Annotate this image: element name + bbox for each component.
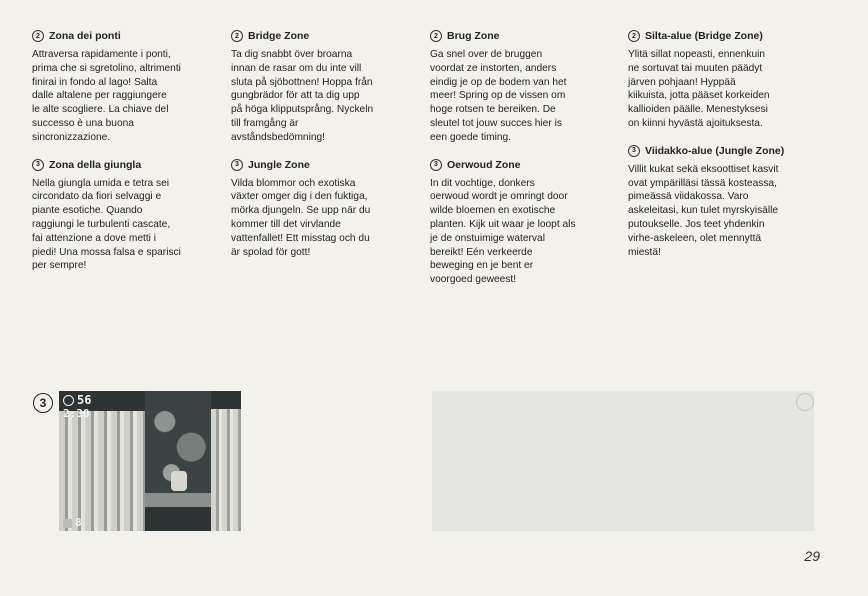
game-screenshot <box>59 391 241 531</box>
column-dutch <box>430 30 610 301</box>
section-body: Ga snel over de bruggen voordat ze instorten, anders eindig je op de bodem van het meer! Spring op de vissen om hoge rotsen te bereiken. De sleutel tot jouw succes hier is een goede timing. <box>430 49 567 143</box>
column-swedish <box>231 30 411 273</box>
lives-icon <box>63 519 72 528</box>
section-title: Zona dei ponti <box>49 30 121 42</box>
ring-icon <box>63 395 74 406</box>
section-heading <box>32 30 212 42</box>
waterfall-right <box>211 409 241 531</box>
column-italian <box>32 30 212 287</box>
show-through-image <box>432 391 814 531</box>
column-finnish <box>628 30 808 273</box>
section-heading <box>628 145 808 157</box>
section-title: Jungle Zone <box>248 158 310 171</box>
section-heading <box>32 159 212 171</box>
waterfall-left <box>59 411 145 531</box>
hud-time: 2:30 <box>63 407 90 420</box>
section-number: 3 <box>32 159 44 171</box>
section-title: Viidakko-alue (Jungle Zone) <box>645 144 785 157</box>
screenshot-marker: 3 <box>33 393 53 413</box>
section-number: 2 <box>430 30 442 42</box>
section-body: Nella giungla umida e tetra sei circondato da fiori selvaggi e piante esotiche. Quando raggiungi le turbulenti cascate, fai attenzione a dove metti i piedi! Una mossa falsa e sparisci per sempre! <box>32 177 181 272</box>
hud-rings <box>63 393 91 407</box>
section-bridge-zone-sv <box>231 30 411 145</box>
section-title: Brug Zone <box>447 30 500 42</box>
section-jungle-zone-it <box>32 159 212 274</box>
section-heading <box>231 159 411 171</box>
section-number: 2 <box>628 30 640 42</box>
section-number: 3 <box>231 159 243 171</box>
section-body: Attraversa rapidamente i ponti, prima che si sgretolino, altrimenti finirai in fondo al lago! Salta dalle altalene per raggiungere le alte scogliere. La chiave del successo è una buona sincronizzazione. <box>32 49 181 143</box>
section-title: Oerwoud Zone <box>447 158 521 171</box>
show-through-marker <box>796 393 814 411</box>
player-sprite <box>171 471 187 491</box>
section-number: 2 <box>231 30 243 42</box>
section-bridge-zone-fi <box>628 30 808 131</box>
section-number: 3 <box>628 145 640 157</box>
hud-lives-value: 8 <box>75 516 82 529</box>
section-heading <box>628 30 808 42</box>
hud-lives <box>63 516 82 529</box>
section-jungle-zone-fi <box>628 145 808 260</box>
hud-rings-value: 56 <box>77 393 92 407</box>
section-body: Vilda blommor och exotiska växter omger dig i den fuktiga, mörka djungeln. Se upp när du kommer till det virvlande vattenfallet! Ett misstag och du är spolad för gott! <box>231 177 371 258</box>
section-jungle-zone-nl <box>430 159 610 287</box>
section-title: Silta-alue (Bridge Zone) <box>645 30 763 42</box>
section-title: Zona della giungla <box>49 158 142 171</box>
section-heading <box>430 30 610 42</box>
section-number: 2 <box>32 30 44 42</box>
section-heading <box>231 30 411 42</box>
section-body: Villit kukat sekä eksoottiset kasvit ovat ympärilläsi tässä kosteassa, pimeässä viidakossa. Varo askeleitasi, kun tulet myrskyisälle putoukselle. Jos teet yhdenkin virhe-askeleen, olet mennyttä miestä! <box>628 163 779 258</box>
section-title: Bridge Zone <box>248 30 310 42</box>
section-heading <box>430 159 610 171</box>
section-bridge-zone-nl <box>430 30 610 145</box>
ground-ledge <box>145 493 211 507</box>
section-bridge-zone-it <box>32 30 212 145</box>
section-jungle-zone-sv <box>231 159 411 260</box>
section-body: Ta dig snabbt över broarna innan de rasar om du inte vill sluta på sjöbottnen! Hoppa från gungbrädor för att ta dig upp på höga klipputsprång. Nyckeln till framgång är avståndsbedömning! <box>231 49 374 143</box>
page-number: 29 <box>804 548 820 564</box>
section-body: Ylitä sillat nopeasti, ennenkuin ne sortuvat tai muuten päädyt järven pohjaan! Hyppää kiikuista, jotta pääset korkeiden kallioiden päälle. Menestyksesi on kiinni hyvästä ajoituksesta. <box>628 49 770 129</box>
section-body: In dit vochtige, donkers oerwoud wordt je omringt door wilde bloemen en exotische planten. Kijk uit waar je loopt als je de onstuimige waterval bereikt! Eén verkeerde beweging en je bent er voorgoed geweest! <box>430 177 576 286</box>
section-number: 3 <box>430 159 442 171</box>
